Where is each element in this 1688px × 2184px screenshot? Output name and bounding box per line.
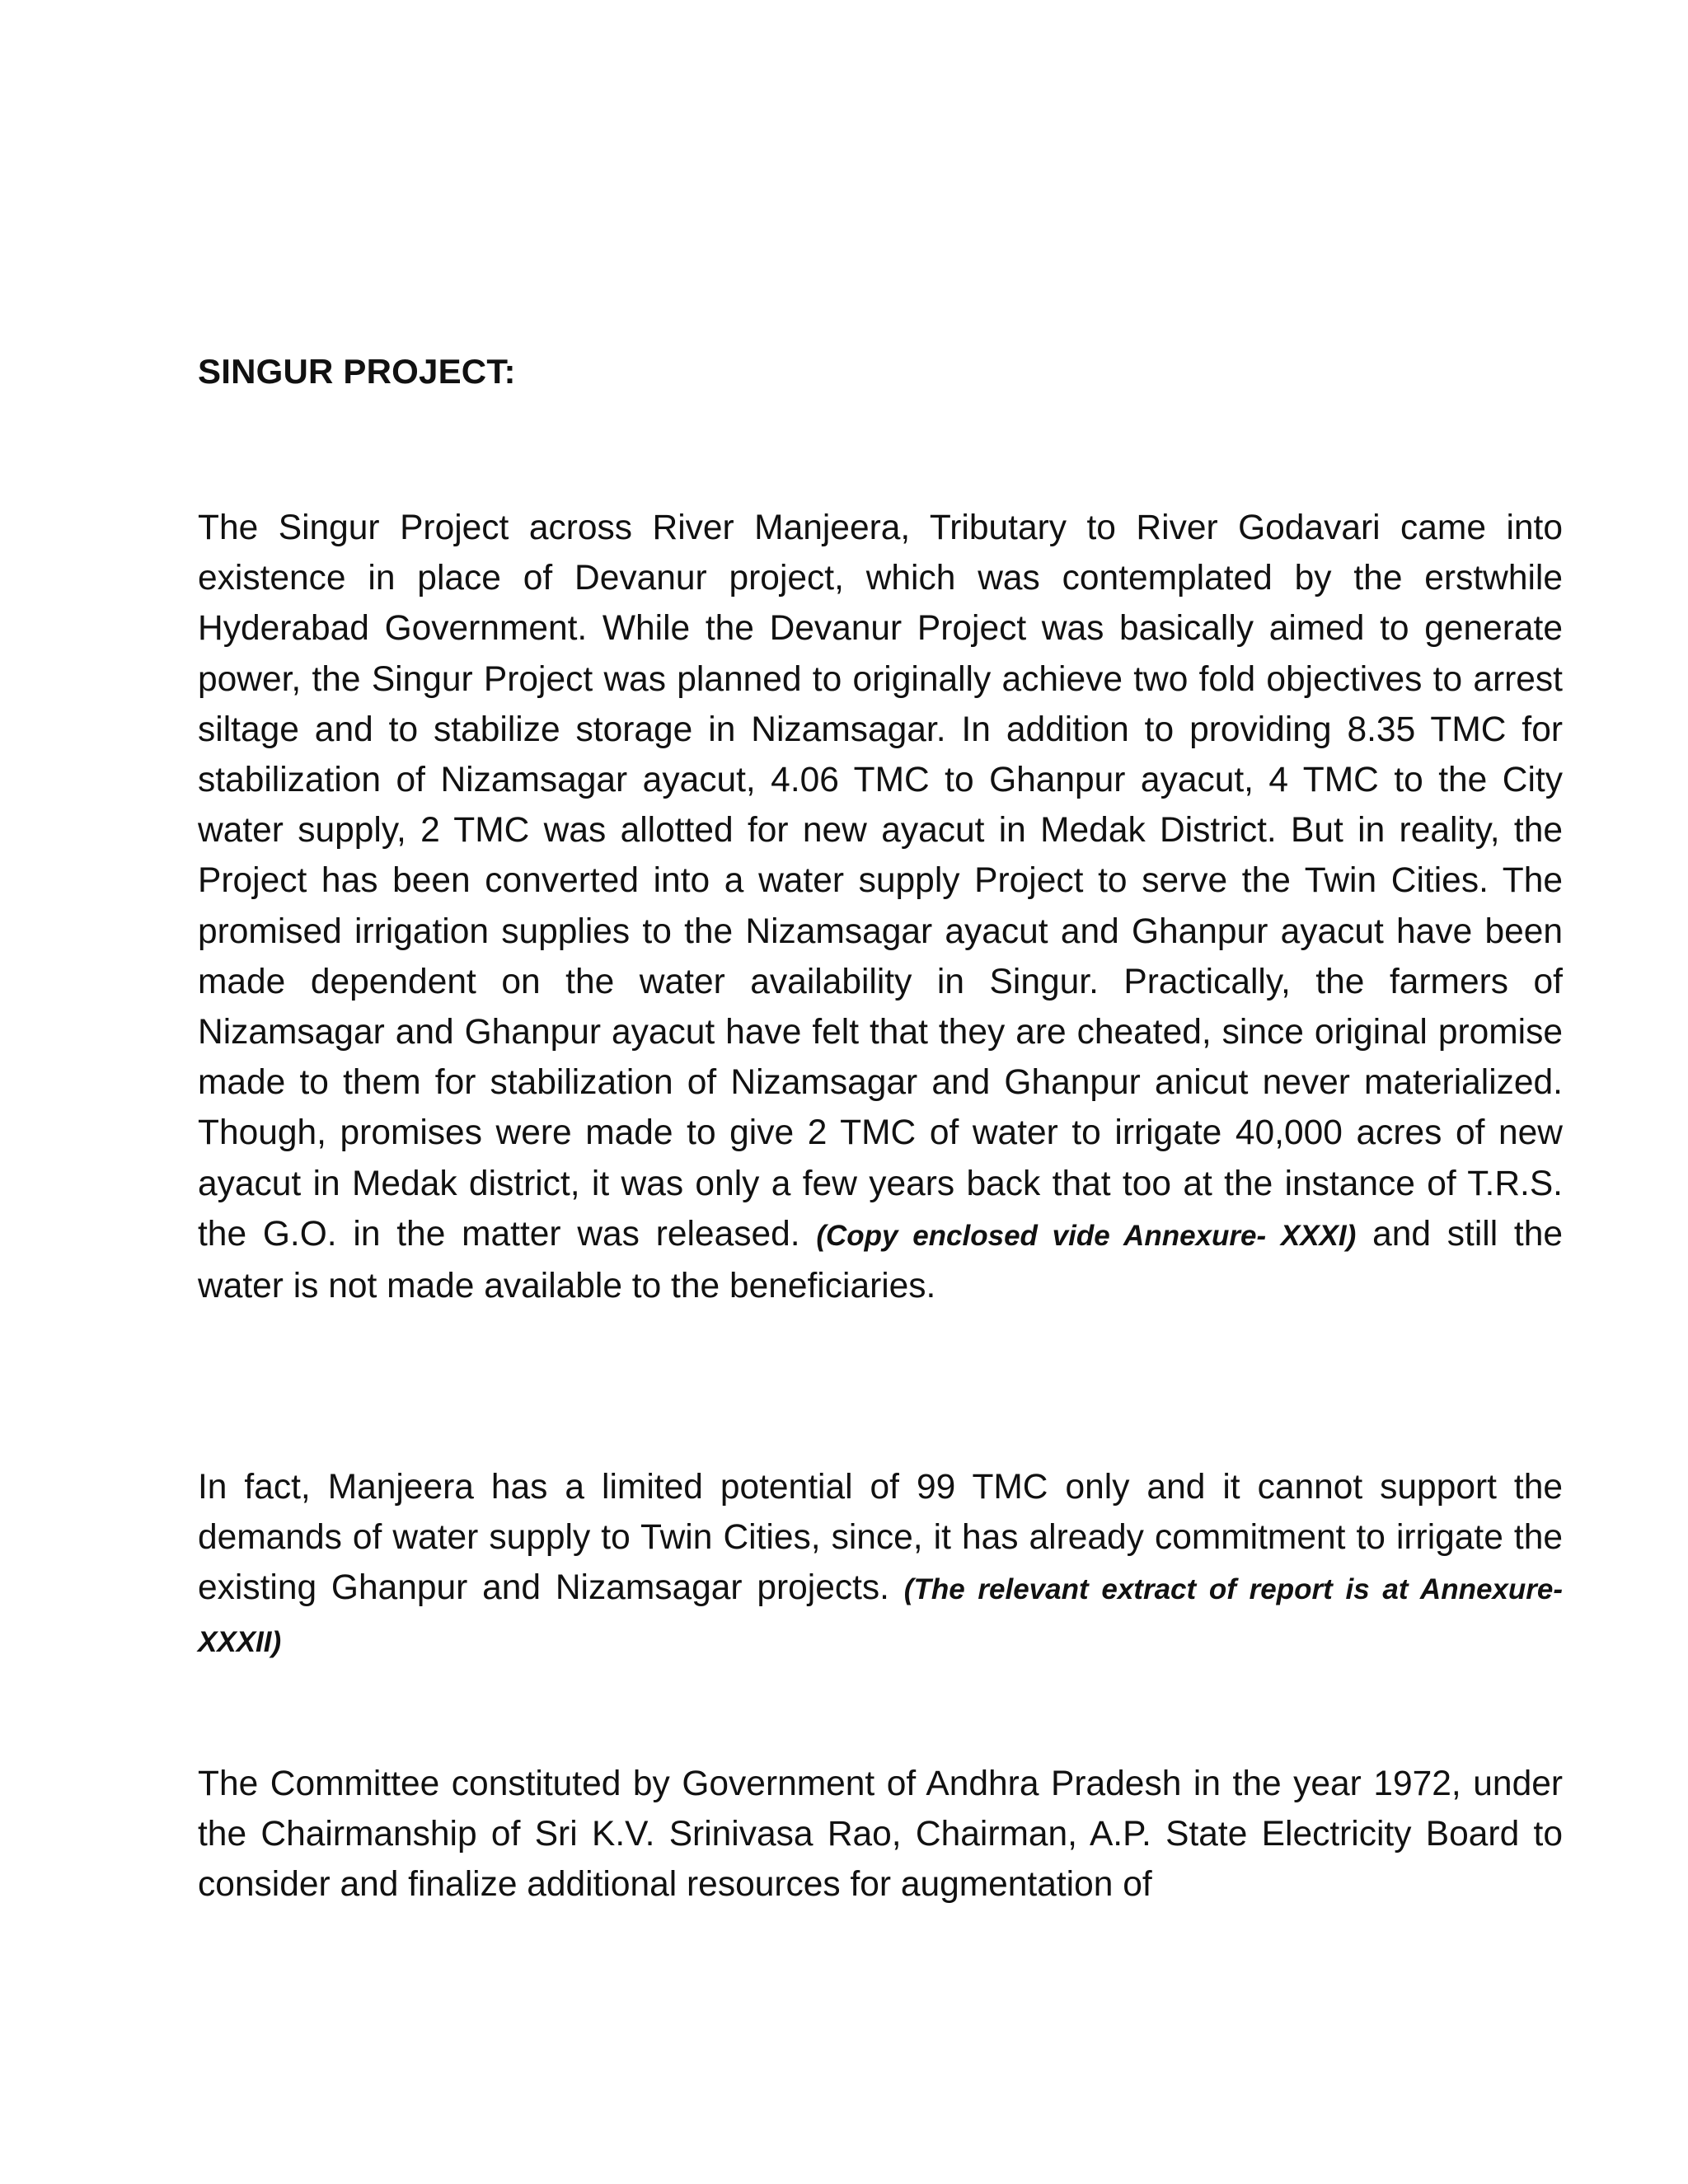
paragraph-text: The Singur Project across River Manjeera, Tributary to River Godavari came into existence in place of Devanur project, which was contemplated by the erstwhile Hyderabad Government. While the Devanur Project was basically aimed to generate power, the Singur Project was planned to originally achieve two fold objectives to arrest siltage and to stabilize storage in Nizamsagar. In addition to providing 8.35 TMC for stabilization of Nizamsagar ayacut, 4.06 TMC to Ghanpur ayacut, 4 TMC to the City water supply, 2 TMC was allotted for new ayacut in Medak District. But in reality, the Project has been converted into a water supply Project to serve the Twin Cities. The promised irrigation supplies to the Nizamsagar ayacut and Ghanpur ayacut have been made dependent on the water availability in Singur. Practically, the farmers of Nizamsagar and Ghanpur ayacut have felt that they are cheated, since original promise made to them for stabilization of Nizamsagar and Ghanpur anicut never materialized. Though, promises were made to give 2 TMC of water to irrigate 40,000 acres of new ayacut in Medak district, it was only a few years back that too at the instance of T.R.S. the G.O. in the matter was released. [198, 509, 1563, 1254]
paragraph-singur-history [198, 503, 1563, 1311]
paragraph-tail: and still the water is not made available to the beneficiaries. [198, 1214, 1564, 1306]
section-heading: SINGUR PROJECT: [198, 352, 516, 391]
annexure-reference: (The relevant extract of report is at Annexure- XXXII) [198, 1573, 1564, 1658]
annexure-reference: (Copy enclosed vide Annexure- XXXI) [816, 1219, 1357, 1252]
paragraph-text: In fact, Manjeera has a limited potential of 99 TMC only and it cannot support the demands of water supply to Twin Cities, since, it has already commitment to irrigate the existing Ghanpur and Nizamsagar projects. [198, 1468, 1563, 1608]
paragraph-committee [198, 1759, 1563, 1910]
paragraph-manjeera-potential [198, 1462, 1563, 1667]
paragraph-text: The Committee constituted by Government of Andhra Pradesh in the year 1972, under the Chairmanship of Sri K.V. Srinivasa Rao, Chairman, A.P. State Electricity Board to consider and finalize additional resources for augmentation of [198, 1765, 1563, 1905]
